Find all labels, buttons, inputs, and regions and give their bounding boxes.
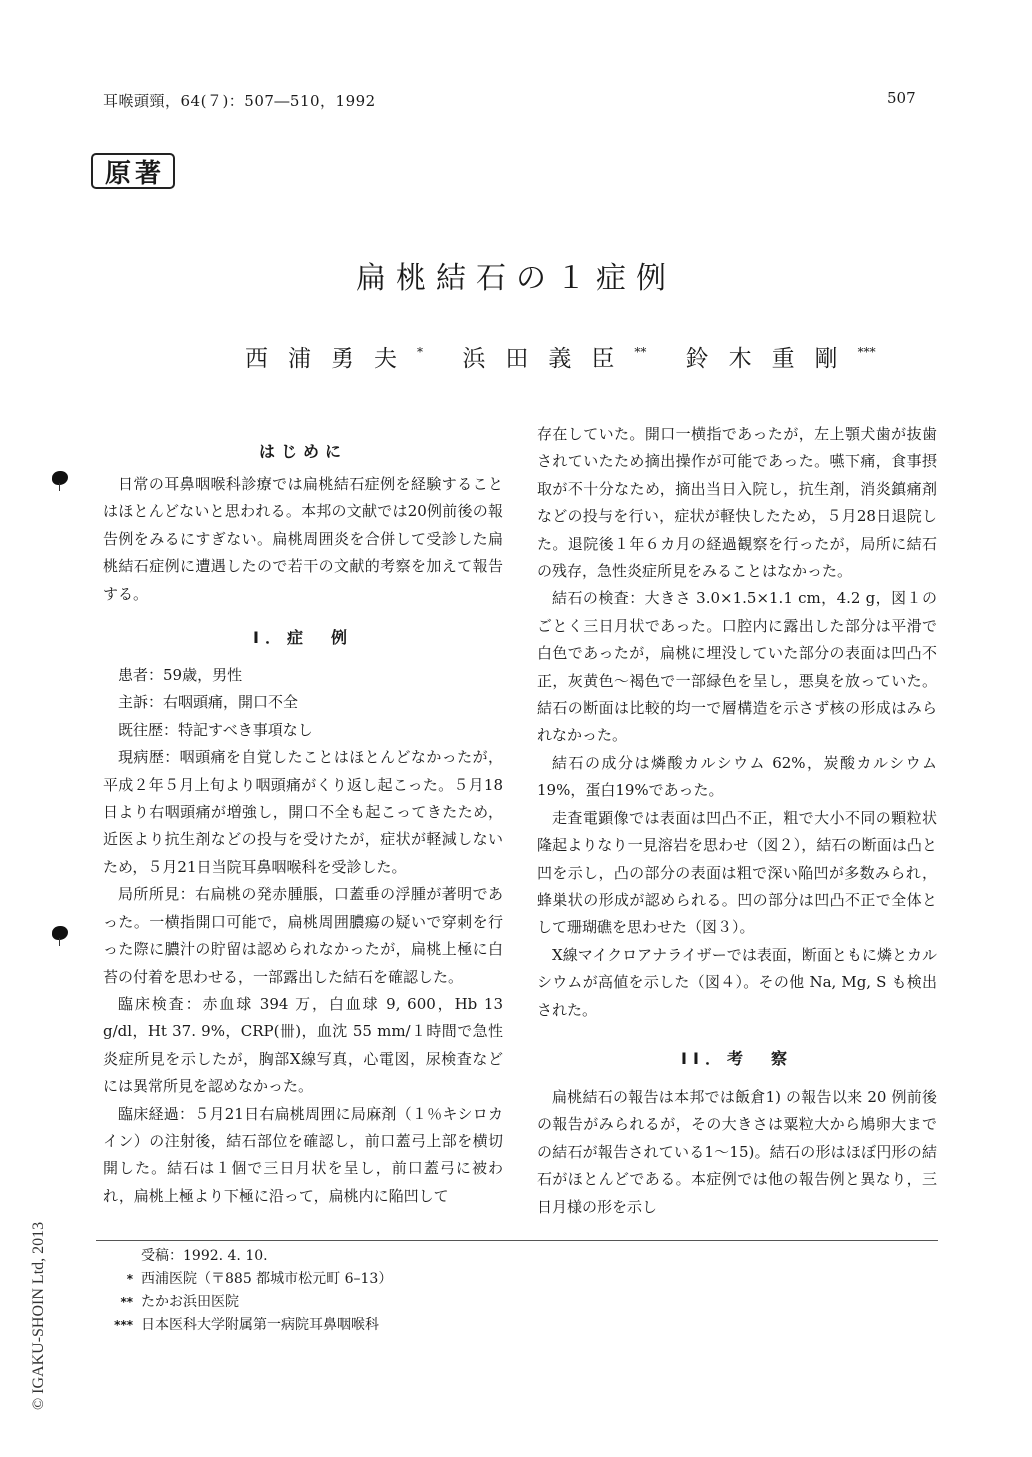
punch-hole-icon xyxy=(52,926,68,940)
continued-paragraph: 存在していた。開口一横指であったが，左上顎犬歯が抜歯されていたため摘出操作が可能であった。嚥下痛，食事摂取が不十分なため，摘出当日入院し，抗生剤，消炎鎮痛剤などの投与を行い，症状が軽快したため，５月28日退院した。退院後１年６カ月の経過観察を行ったが，局所に結石の残存，急性炎症所見をみることはなかった。 xyxy=(537,425,937,581)
author-name: 鈴木重剛 xyxy=(685,346,858,372)
footnote-text: 受稿：1992. 4. 10. xyxy=(141,1248,268,1264)
footnote-affiliation xyxy=(96,1314,392,1337)
footnote-received xyxy=(96,1245,392,1268)
journal-citation: 耳喉頭頸，64(７)：507―510，1992 xyxy=(103,92,376,110)
case-paragraph: 現病歴：咽頭痛を自覚したことはほとんどなかったが，平成２年５月上旬より咽頭痛がくり返し起こった。５月18日より右咽頭痛が増強し，開口不全も起こってきたため，近医より抗生剤などの投与を受けたが，症状が軽減しないため，５月21日当院耳鼻咽喉科を受診した。 xyxy=(103,748,503,876)
case-paragraph: 局所所見：右扁桃の発赤腫脹，口蓋垂の浮腫が著明であった。一横指開口可能で，扁桃周囲膿瘍の疑いで穿刺を行った際に膿汁の貯留は認められなかったが，扁桃上極に白苔の付着を思わせる，一部露出した結石を確認した。 xyxy=(103,885,503,986)
author-list xyxy=(245,340,908,373)
author xyxy=(686,340,876,373)
footnote-text: たかお浜田医院 xyxy=(141,1294,239,1310)
case-paragraph: 臨床検査：赤血球 394 万，白血球 9, 600，Hb 13 g/dl，Ht 37. 9%，CRP(卌)，血沈 55 mm/１時間で急性炎症所見を示したが，胸部X線写真，心電図，尿検査などには異常所見を認めなかった。 xyxy=(103,994,503,1096)
copyright-notice: © IGAKU-SHOIN Ltd, 2013 xyxy=(30,1221,47,1410)
article-category-badge xyxy=(91,153,175,189)
footnote-mark: ** xyxy=(120,1295,133,1309)
section-heading-introduction: はじめに xyxy=(258,442,347,461)
affiliation-mark: *** xyxy=(857,345,876,359)
body-paragraph: 結石の成分は燐酸カルシウム 62%，炭酸カルシウム 19%，蛋白19%であった。 xyxy=(537,753,937,800)
author xyxy=(245,340,423,373)
body-paragraph: 結石の検査：大きさ 3.0×1.5×1.1 cm，4.2 g，図１のごとく三日月状であった。口腔内に露出した部分は平滑で白色であったが，扁桃に埋没していた部分の表面は凹凸不正，灰黄色～褐色で一部緑色を呈し，悪臭を放っていた。結石の断面は比較的均一で層構造を示さず核の形成はみられなかった。 xyxy=(537,589,937,745)
left-column xyxy=(103,433,503,1210)
author xyxy=(462,340,646,373)
section-heading-case: I．症 例 xyxy=(253,628,353,648)
footnote-mark xyxy=(96,1245,141,1268)
footnote-affiliation xyxy=(96,1268,392,1291)
author-name: 浜田義臣 xyxy=(462,346,635,372)
footnote-mark: *** xyxy=(114,1318,133,1332)
footnote-text: 西浦医院（〒885 都城市松元町 6–13） xyxy=(141,1271,393,1287)
footnote-mark: * xyxy=(126,1272,133,1286)
right-column xyxy=(537,421,937,1221)
footnote-affiliation xyxy=(96,1291,392,1314)
discussion-paragraph: 扁桃結石の報告は本邦では飯倉1) の報告以来 20 例前後の報告がみられるが，その大きさは粟粒大から鳩卵大までの結石が報告されている1～15)。結石の形はほぼ円形の結石がほとんどである。本症例では他の報告例と異なり，三日月様の形を示し xyxy=(537,1087,937,1216)
page-number: 507 xyxy=(887,89,916,107)
case-paragraph: 既往歴：特記すべき事項なし xyxy=(118,720,313,739)
author-name: 西浦勇夫 xyxy=(245,346,417,372)
affiliation-mark: * xyxy=(417,345,423,359)
case-paragraph: 主訴：右咽頭痛，開口不全 xyxy=(118,693,299,712)
footnote-text: 日本医科大学附属第一病院耳鼻咽喉科 xyxy=(141,1317,379,1333)
category-char-1: 原 xyxy=(105,158,132,189)
case-paragraph: 患者：59歳，男性 xyxy=(118,666,243,685)
body-paragraph: X線マイクロアナライザーでは表面，断面ともに燐とカルシウムが高値を示した（図４）。その他 Na, Mg, S も検出された。 xyxy=(537,945,937,1019)
punch-hole-icon xyxy=(52,471,68,485)
article-title: 扁桃結石の１症例 xyxy=(356,261,676,296)
affiliation-mark: ** xyxy=(634,345,647,359)
section-heading-discussion: II．考 察 xyxy=(681,1048,793,1068)
body-paragraph: 走査電顕像では表面は凹凸不正，粗で大小不同の顆粒状隆起よりなり一見溶岩を思わせ（図２），結石の断面は凸と凹を示し，凸の部分の表面は粗で深い陥凹が多数みられ，蜂巣状の形成が認められる。凹の部分は凹凸不正で全体として珊瑚礁を思わせた（図３）。 xyxy=(537,808,937,937)
intro-paragraph: 日常の耳鼻咽喉科診療では扁桃結石症例を経験することはほとんどないと思われる。本邦の文献では20例前後の報告例をみるにすぎない。扁桃周囲炎を合併して受診した扁桃結石症例に遭遇したので若干の文献的考察を加えて報告する。 xyxy=(103,475,503,603)
case-paragraph: 臨床経過：５月21日右扁桃周囲に局麻剤（１％キシロカイン）の注射後，結石部位を確認し，前口蓋弓上部を横切開した。結石は１個で三日月状を呈し，前口蓋弓に被われ，扁桃上極より下極に沿って，扁桃内に陥凹して xyxy=(103,1104,503,1205)
category-char-2: 著 xyxy=(134,158,161,189)
footnote-divider xyxy=(96,1240,938,1241)
footnotes xyxy=(96,1245,392,1337)
